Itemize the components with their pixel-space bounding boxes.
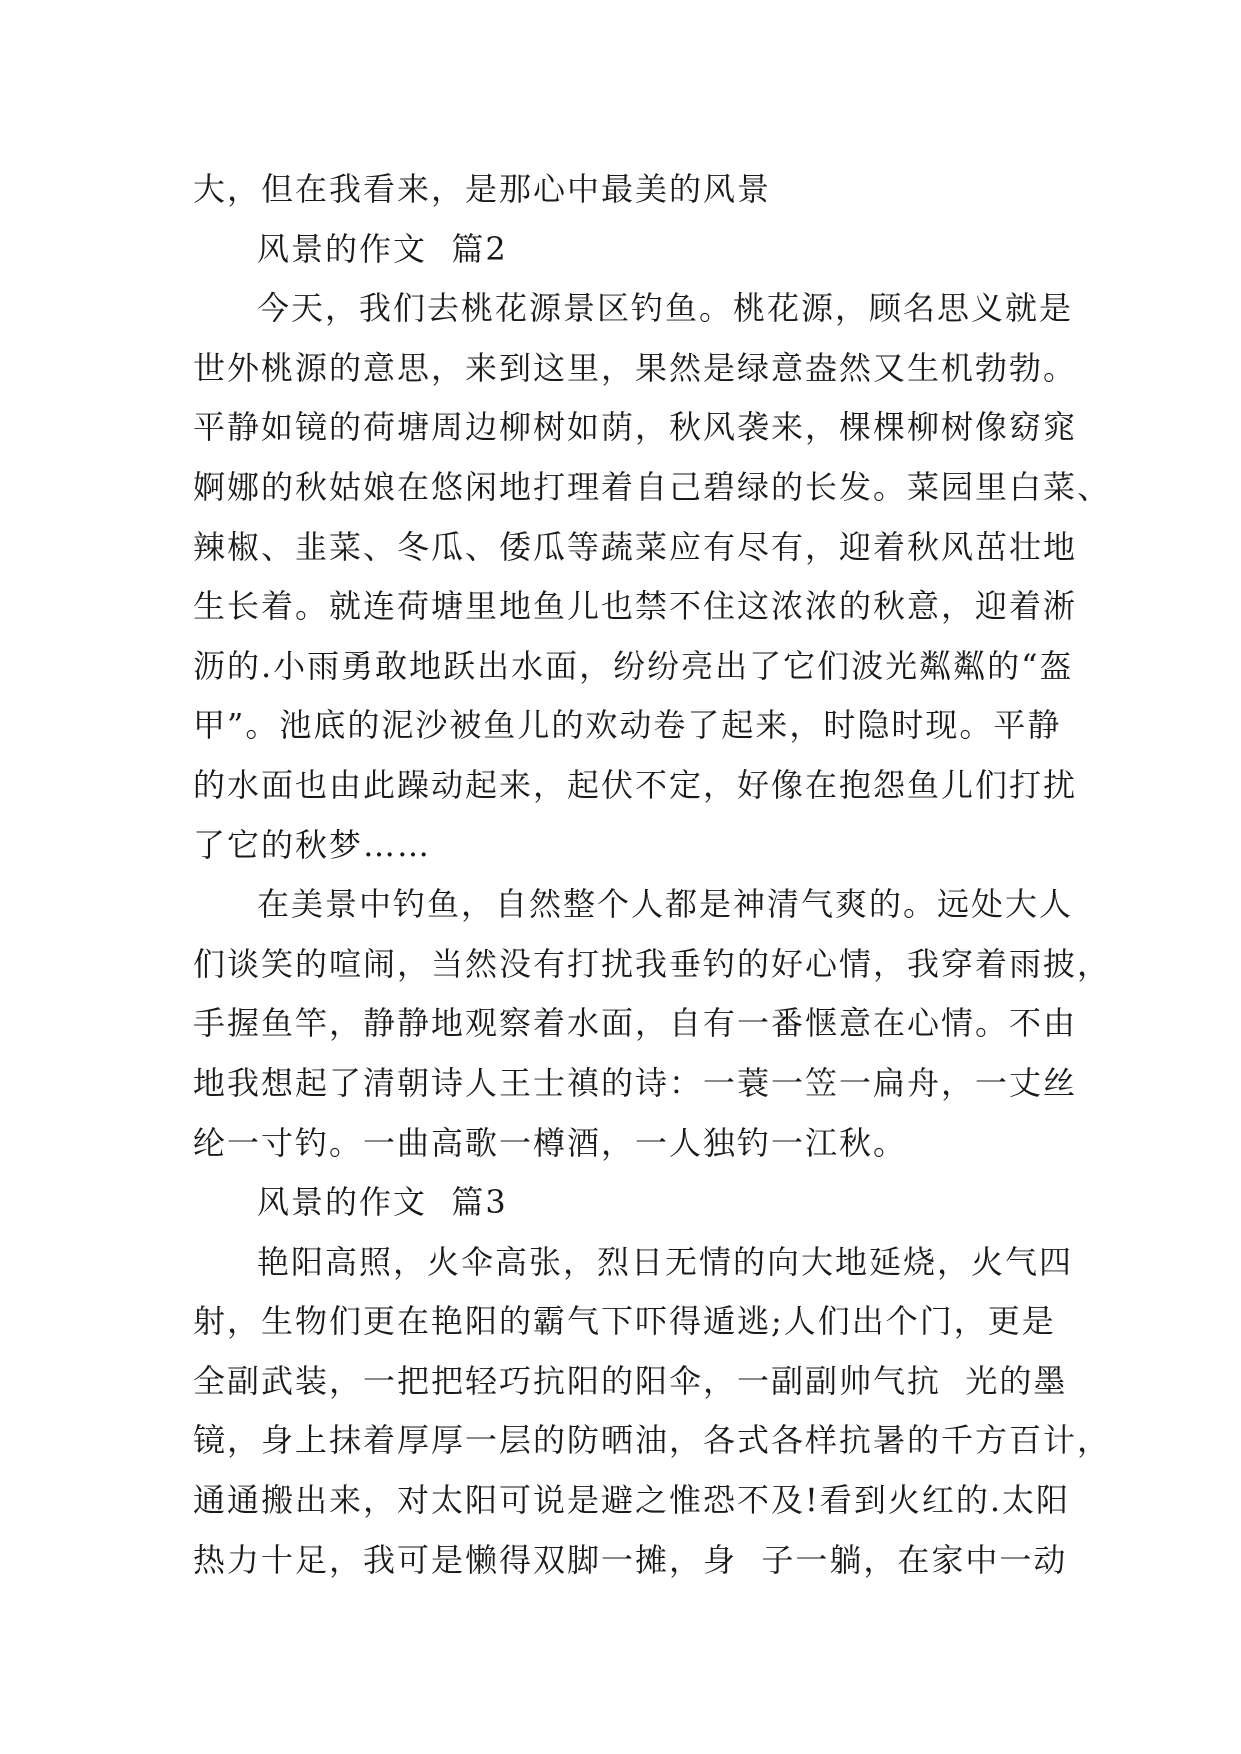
text-line: 射，生物们更在艳阳的霸气下吓得遁逃;人们出个门，更是 — [193, 1302, 1056, 1341]
text-line: 在美景中钓鱼，自然整个人都是神清气爽的。远处大人 — [257, 885, 1074, 924]
text-line: 全副武装，一把把轻巧抗阳的阳伞，一副副帅气抗 光的墨 — [193, 1361, 1068, 1400]
text-line: 沥的.小雨勇敢地跃出水面，纷纷亮出了它们波光粼粼的“盔 — [193, 646, 1074, 685]
text-line: 了它的秋梦…… — [193, 825, 432, 864]
text-line: 纶一寸钓。一曲高歌一樽酒，一人独钓一江秋。 — [193, 1123, 908, 1162]
text-line: 通通搬出来，对太阳可说是避之惟恐不及!看到火红的.太阳 — [193, 1481, 1071, 1520]
text-line: 的水面也由此躁动起来，起伏不定，好像在抱怨鱼儿们打扰 — [193, 765, 1078, 804]
text-line: 地我想起了清朝诗人王士禛的诗：一蓑一笠一扁舟，一丈丝 — [193, 1063, 1078, 1102]
text-line: 今天，我们去桃花源景区钓鱼。桃花源，顾名思义就是 — [257, 289, 1074, 328]
text-line: 辣椒、韭菜、冬瓜、倭瓜等蔬菜应有尽有，迎着秋风茁壮地 — [193, 527, 1078, 566]
text-line: 们谈笑的喧闹，当然没有打扰我垂钓的好心情，我穿着雨披， — [193, 944, 1112, 983]
document-body — [193, 160, 1112, 1590]
text-line: 平静如镜的荷塘周边柳树如荫，秋风袭来，棵棵柳树像窈窕 — [193, 408, 1078, 447]
text-line: 大，但在我看来，是那心中最美的风景 — [193, 170, 772, 208]
text-line: 热力十足，我可是懒得双脚一摊，身 子一躺，在家中一动 — [193, 1540, 1068, 1579]
text-line: 婀娜的秋姑娘在悠闲地打理着自己碧绿的长发。菜园里白菜、 — [193, 467, 1112, 506]
text-line: 风景的作文 篇2 — [257, 229, 508, 268]
text-line: 生长着。就连荷塘里地鱼儿也禁不住这浓浓的秋意，迎着淅 — [193, 587, 1078, 626]
text-line: 手握鱼竿，静静地观察着水面，自有一番惬意在心情。不由 — [193, 1004, 1078, 1043]
text-line: 风景的作文 篇3 — [257, 1183, 508, 1222]
text-line: 甲”。池底的泥沙被鱼儿的欢动卷了起来，时隐时现。平静 — [193, 706, 1062, 745]
text-line: 艳阳高照，火伞高张，烈日无情的向大地延烧，火气四 — [257, 1242, 1074, 1281]
text-line: 镜，身上抹着厚厚一层的防晒油，各式各样抗暑的千方百计， — [193, 1421, 1112, 1460]
text-line: 世外桃源的意思，来到这里，果然是绿意盎然又生机勃勃。 — [193, 348, 1078, 387]
